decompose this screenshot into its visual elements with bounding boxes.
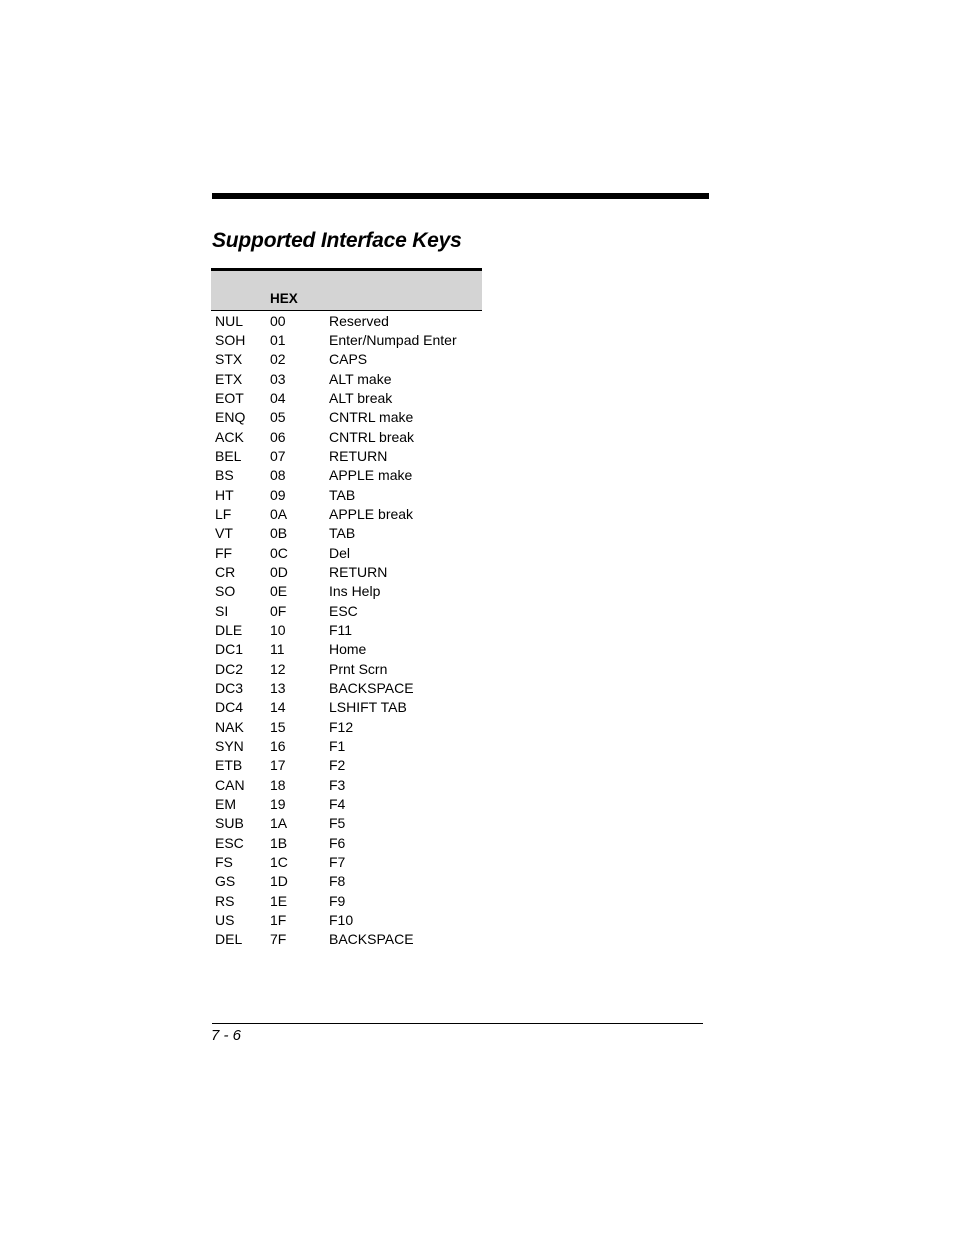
table-row xyxy=(211,311,482,330)
cell-func: ALT make xyxy=(329,370,392,387)
cell-hex: 00 xyxy=(270,312,286,329)
cell-func: RETURN xyxy=(329,447,388,464)
cell-hex: 13 xyxy=(270,679,286,696)
cell-hex: 1D xyxy=(270,873,288,890)
cell-func: F1 xyxy=(329,737,346,754)
cell-code: ETB xyxy=(215,757,243,774)
cell-func: F6 xyxy=(329,834,346,851)
table-row xyxy=(211,910,482,929)
table-row xyxy=(211,620,482,639)
cell-func: Del xyxy=(329,544,351,561)
cell-code: ESC xyxy=(215,834,244,851)
page-number: 7 - 6 xyxy=(211,1027,242,1044)
table-header xyxy=(211,268,482,311)
cell-func: ESC xyxy=(329,602,358,619)
cell-func: F4 xyxy=(329,795,346,812)
cell-code: NUL xyxy=(215,312,244,329)
table-row xyxy=(211,388,482,407)
cell-code: STX xyxy=(215,351,243,368)
cell-code: SYN xyxy=(215,737,244,754)
table-row xyxy=(211,369,482,388)
cell-code: BS xyxy=(215,467,234,484)
cell-func: F7 xyxy=(329,853,346,870)
cell-hex: 09 xyxy=(270,486,286,503)
cell-func: BACKSPACE xyxy=(329,679,414,696)
cell-hex: 04 xyxy=(270,389,286,406)
table-row xyxy=(211,466,482,485)
cell-hex: 0E xyxy=(270,583,288,600)
cell-func: F12 xyxy=(329,718,354,735)
cell-hex: 1C xyxy=(270,853,288,870)
cell-hex: 02 xyxy=(270,351,286,368)
cell-hex: 0B xyxy=(270,525,288,542)
cell-func: F10 xyxy=(329,911,354,928)
cell-func: F9 xyxy=(329,892,346,909)
table-row xyxy=(211,756,482,775)
table-row xyxy=(211,350,482,369)
cell-code: FF xyxy=(215,544,233,561)
cell-hex: 1F xyxy=(270,911,287,928)
cell-func: TAB xyxy=(329,486,356,503)
cell-code: HT xyxy=(215,486,234,503)
table-body xyxy=(211,311,482,949)
cell-func: Ins Help xyxy=(329,583,381,600)
table-row xyxy=(211,852,482,871)
cell-func: F3 xyxy=(329,776,346,793)
cell-code: DEL xyxy=(215,931,243,948)
cell-func: Home xyxy=(329,641,367,658)
cell-hex: 11 xyxy=(270,641,285,658)
table-row xyxy=(211,408,482,427)
table-row xyxy=(211,543,482,562)
column-header-hex: HEX xyxy=(270,291,298,306)
cell-hex: 07 xyxy=(270,447,286,464)
cell-code: EM xyxy=(215,795,236,812)
cell-code: GS xyxy=(215,873,236,890)
cell-hex: 01 xyxy=(270,331,286,348)
cell-hex: 1A xyxy=(270,815,288,832)
table-row xyxy=(211,736,482,755)
cell-hex: 06 xyxy=(270,428,286,445)
cell-func: F8 xyxy=(329,873,346,890)
cell-code: DLE xyxy=(215,621,243,638)
cell-func: CAPS xyxy=(329,351,368,368)
cell-func: LSHIFT TAB xyxy=(329,699,407,716)
cell-hex: 03 xyxy=(270,370,286,387)
cell-func: RETURN xyxy=(329,563,388,580)
cell-func: BACKSPACE xyxy=(329,931,414,948)
cell-func: APPLE make xyxy=(329,467,413,484)
cell-hex: 0F xyxy=(270,602,287,619)
cell-hex: 12 xyxy=(270,660,286,677)
table-row xyxy=(211,814,482,833)
cell-code: ENQ xyxy=(215,409,246,426)
table-row xyxy=(211,678,482,697)
interface-keys-table xyxy=(211,268,482,949)
cell-hex: 19 xyxy=(270,795,286,812)
cell-code: VT xyxy=(215,525,233,542)
table-row xyxy=(211,504,482,523)
table-row xyxy=(211,427,482,446)
cell-code: DC3 xyxy=(215,679,244,696)
table-row xyxy=(211,698,482,717)
cell-hex: 0D xyxy=(270,563,288,580)
cell-code: LF xyxy=(215,505,232,522)
cell-hex: 17 xyxy=(270,757,286,774)
cell-code: EOT xyxy=(215,389,244,406)
cell-code: RS xyxy=(215,892,235,909)
cell-func: APPLE break xyxy=(329,505,414,522)
cell-hex: 0C xyxy=(270,544,288,561)
cell-func: F11 xyxy=(329,621,353,638)
table-row xyxy=(211,582,482,601)
cell-func: F5 xyxy=(329,815,346,832)
table-row xyxy=(211,659,482,678)
table-row xyxy=(211,930,482,949)
cell-func: CNTRL make xyxy=(329,409,414,426)
table-row xyxy=(211,562,482,581)
cell-code: FS xyxy=(215,853,233,870)
cell-hex: 08 xyxy=(270,467,286,484)
cell-hex: 16 xyxy=(270,737,286,754)
cell-func: CNTRL break xyxy=(329,428,415,445)
table-row xyxy=(211,640,482,659)
cell-code: ETX xyxy=(215,370,243,387)
cell-func: Reserved xyxy=(329,312,389,329)
cell-func: Prnt Scrn xyxy=(329,660,388,677)
top-rule xyxy=(212,193,709,199)
cell-code: DC2 xyxy=(215,660,244,677)
cell-hex: 14 xyxy=(270,699,286,716)
table-row xyxy=(211,446,482,465)
cell-func: F2 xyxy=(329,757,346,774)
cell-hex: 15 xyxy=(270,718,286,735)
cell-code: CR xyxy=(215,563,236,580)
cell-func: ALT break xyxy=(329,389,393,406)
table-row xyxy=(211,330,482,349)
table-row xyxy=(211,833,482,852)
table-row xyxy=(211,794,482,813)
cell-code: SO xyxy=(215,583,236,600)
cell-hex: 0A xyxy=(270,505,288,522)
cell-hex: 1E xyxy=(270,892,288,909)
cell-hex: 1B xyxy=(270,834,288,851)
table-row xyxy=(211,524,482,543)
cell-code: ACK xyxy=(215,428,244,445)
page-title: Supported Interface Keys xyxy=(212,229,462,252)
cell-code: SOH xyxy=(215,331,246,348)
cell-code: SUB xyxy=(215,815,244,832)
table-row xyxy=(211,891,482,910)
cell-hex: 18 xyxy=(270,776,286,793)
cell-func: Enter/Numpad Enter xyxy=(329,331,457,348)
footer-rule xyxy=(212,1023,703,1024)
table-row xyxy=(211,601,482,620)
cell-code: DC4 xyxy=(215,699,244,716)
cell-code: NAK xyxy=(215,718,244,735)
cell-code: BEL xyxy=(215,447,242,464)
table-row xyxy=(211,872,482,891)
cell-code: SI xyxy=(215,602,229,619)
table-row xyxy=(211,717,482,736)
cell-code: DC1 xyxy=(215,641,244,658)
cell-hex: 10 xyxy=(270,621,286,638)
table-row xyxy=(211,775,482,794)
cell-code: US xyxy=(215,911,235,928)
cell-hex: 05 xyxy=(270,409,286,426)
cell-func: TAB xyxy=(329,525,356,542)
cell-code: CAN xyxy=(215,776,245,793)
table-row xyxy=(211,485,482,504)
cell-hex: 7F xyxy=(270,931,287,948)
